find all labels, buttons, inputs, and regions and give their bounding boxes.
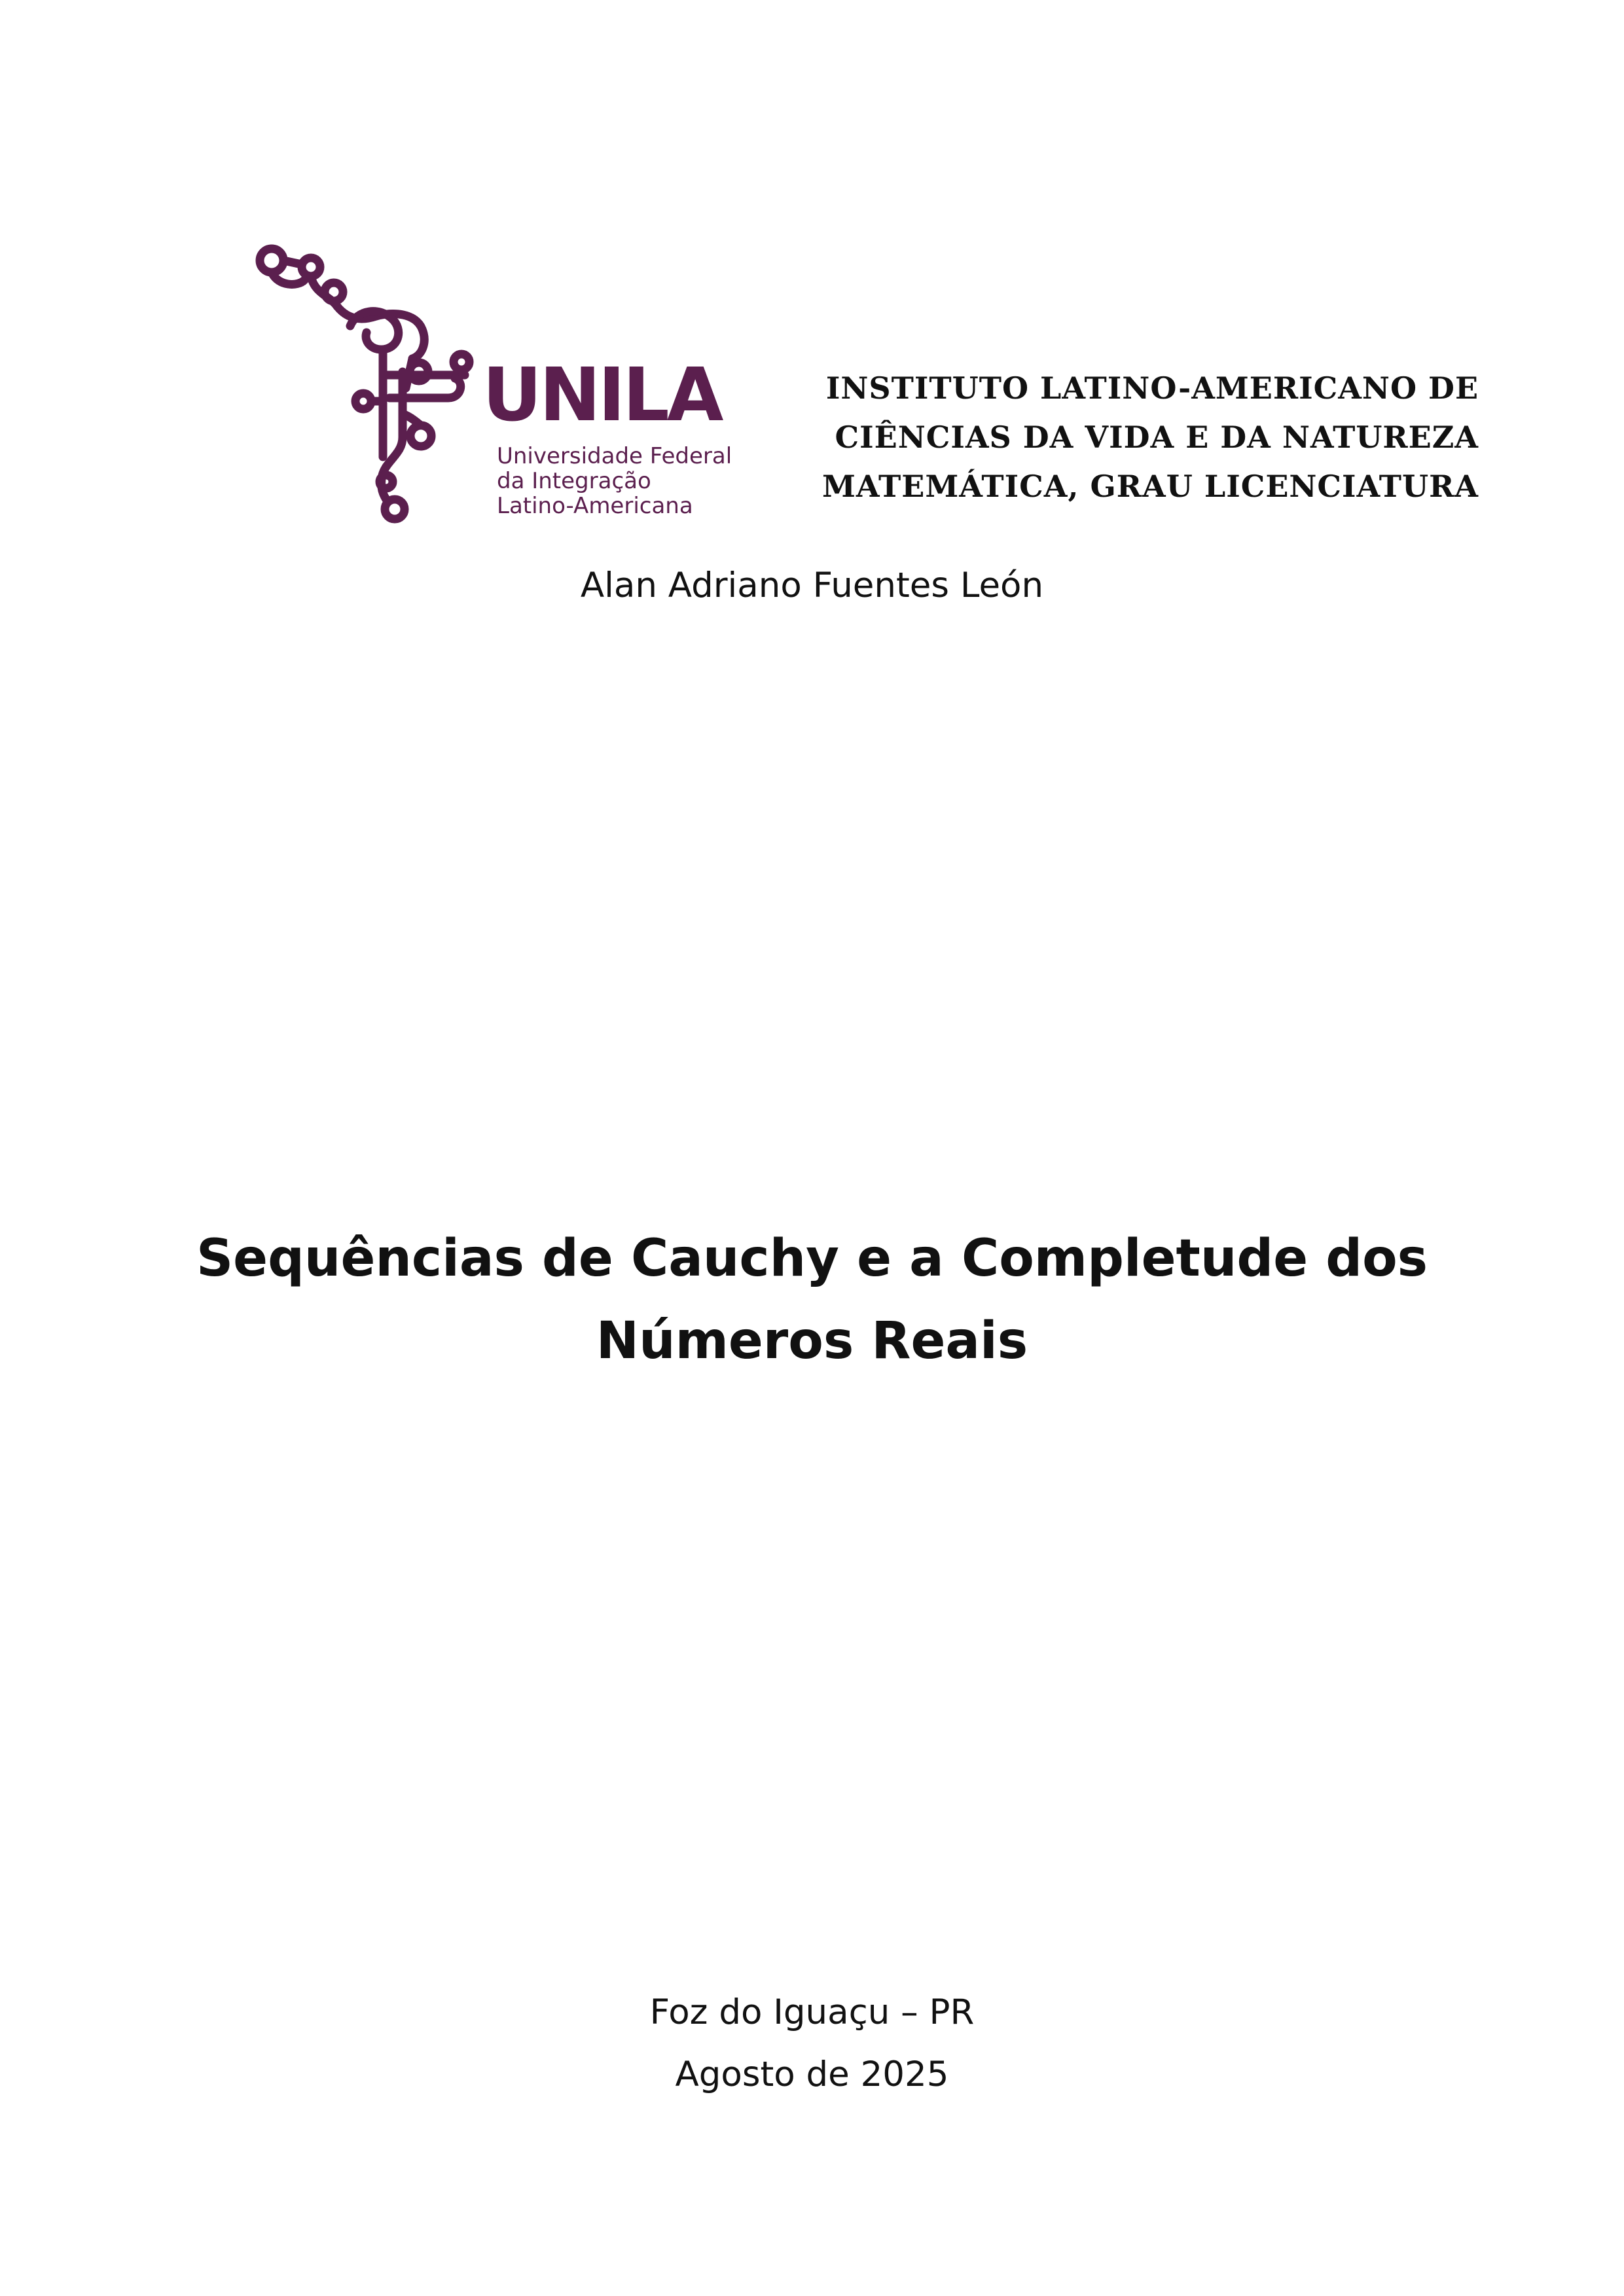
institution-header: [822, 364, 1479, 511]
logo-subtitle-line: Latino-Americana: [497, 493, 693, 519]
title-line: Sequências de Cauchy e a Completude dos: [196, 1229, 1428, 1288]
institution-line: MATEMÁTICA, GRAU LICENCIATURA: [821, 469, 1479, 504]
institution-line: CIÊNCIAS DA VIDA E DA NATUREZA: [835, 420, 1479, 455]
logo-subtitle-line: Universidade Federal: [497, 443, 732, 469]
document-title: [196, 1217, 1428, 1382]
logo-wordmark: UNILA: [482, 353, 721, 438]
date: Agosto de 2025: [675, 2054, 949, 2094]
institution-line: INSTITUTO LATINO-AMERICANO DE: [825, 370, 1479, 406]
unila-logo: [252, 241, 732, 529]
logo-subtitle-line: da Integração: [497, 468, 651, 494]
place: Foz do Iguaçu – PR: [649, 1992, 975, 2032]
author-name: Alan Adriano Fuentes León: [580, 565, 1044, 605]
title-line: Números Reais: [596, 1312, 1028, 1371]
unila-emblem-icon: [252, 241, 475, 529]
logo-subtitle: [497, 444, 732, 518]
